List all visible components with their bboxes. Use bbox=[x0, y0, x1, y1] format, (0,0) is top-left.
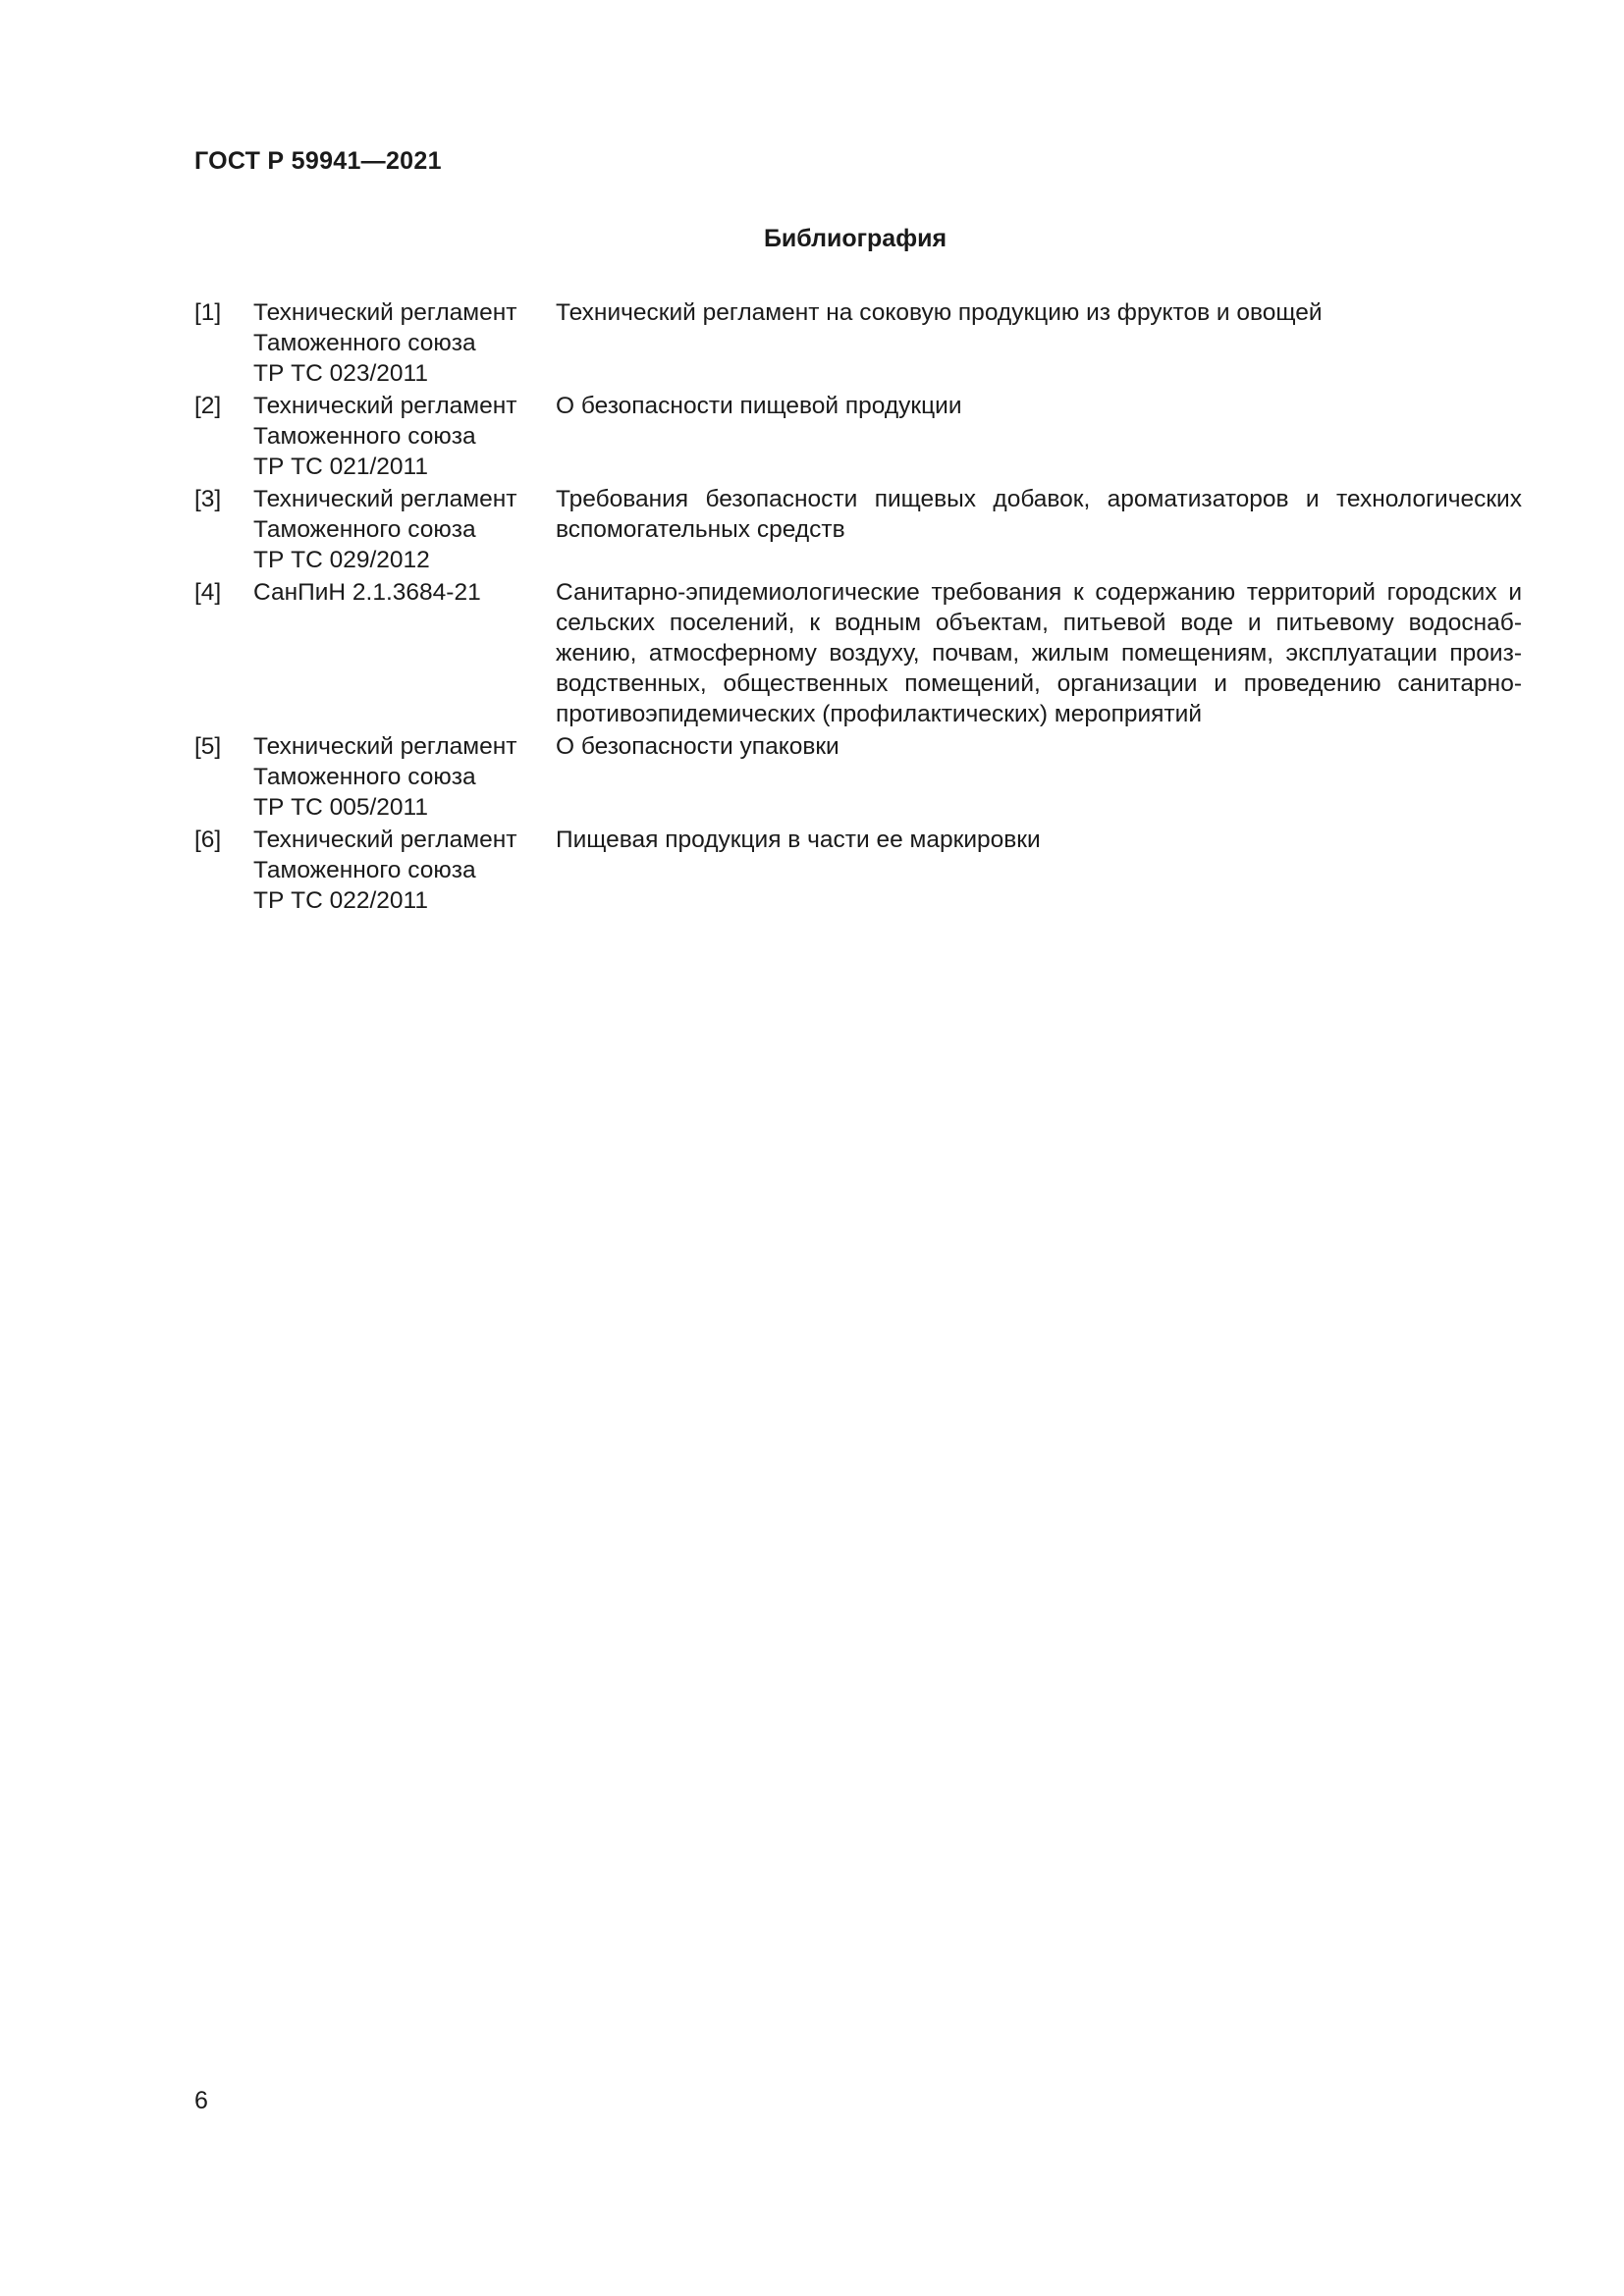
entry-title: О безопасности пищевой продукции bbox=[556, 393, 962, 419]
entry-number: [1] bbox=[194, 299, 222, 326]
entry-title: Технический регламент на соковую продукцию из фруктов и овощей bbox=[556, 299, 1323, 326]
bibliography-entry bbox=[194, 391, 1522, 482]
entry-title: Требования безопасности пищевых добавок, ароматизаторов и технологических вспомогательных средств bbox=[556, 486, 1522, 543]
entry-number: [3] bbox=[194, 486, 222, 512]
entry-document: Технический регламент Таможенного союза ТР ТС 021/2011 bbox=[253, 393, 517, 480]
page-number: 6 bbox=[194, 2087, 208, 2114]
section-title: Библиография bbox=[763, 225, 947, 252]
standard-code-header: ГОСТ Р 59941—2021 bbox=[194, 147, 442, 175]
entry-number: [6] bbox=[194, 827, 222, 853]
bibliography-entry bbox=[194, 577, 1522, 729]
entry-document: Технический регламент Таможенного союза ТР ТС 029/2012 bbox=[253, 486, 517, 573]
entry-title: Санитарно-эпидемиологические требования к содержанию территорий городских и сельских поселений, к водным объектам, питьевой воде и питьевому водоснабжению, атмосферному воздуху, почвам, жилым помещениям, эксплуатации производственных, общественных помещений, организации и проведению санитарно-противоэпидемических (профилактических) мероприятий bbox=[556, 579, 1522, 727]
bibliography-list bbox=[194, 297, 1522, 918]
bibliography-entry bbox=[194, 731, 1522, 823]
entry-document: Технический регламент Таможенного союза ТР ТС 023/2011 bbox=[253, 299, 517, 387]
entry-title: О безопасности упаковки bbox=[556, 733, 839, 760]
entry-document: СанПиН 2.1.3684-21 bbox=[253, 579, 481, 606]
entry-document: Технический регламент Таможенного союза ТР ТС 022/2011 bbox=[253, 827, 517, 914]
entry-title: Пищевая продукция в части ее маркировки bbox=[556, 827, 1041, 853]
entry-number: [5] bbox=[194, 733, 222, 760]
bibliography-entry bbox=[194, 484, 1522, 575]
bibliography-entry bbox=[194, 297, 1522, 389]
entry-number: [4] bbox=[194, 579, 222, 606]
bibliography-entry bbox=[194, 825, 1522, 916]
entry-document: Технический регламент Таможенного союза ТР ТС 005/2011 bbox=[253, 733, 517, 821]
entry-number: [2] bbox=[194, 393, 222, 419]
